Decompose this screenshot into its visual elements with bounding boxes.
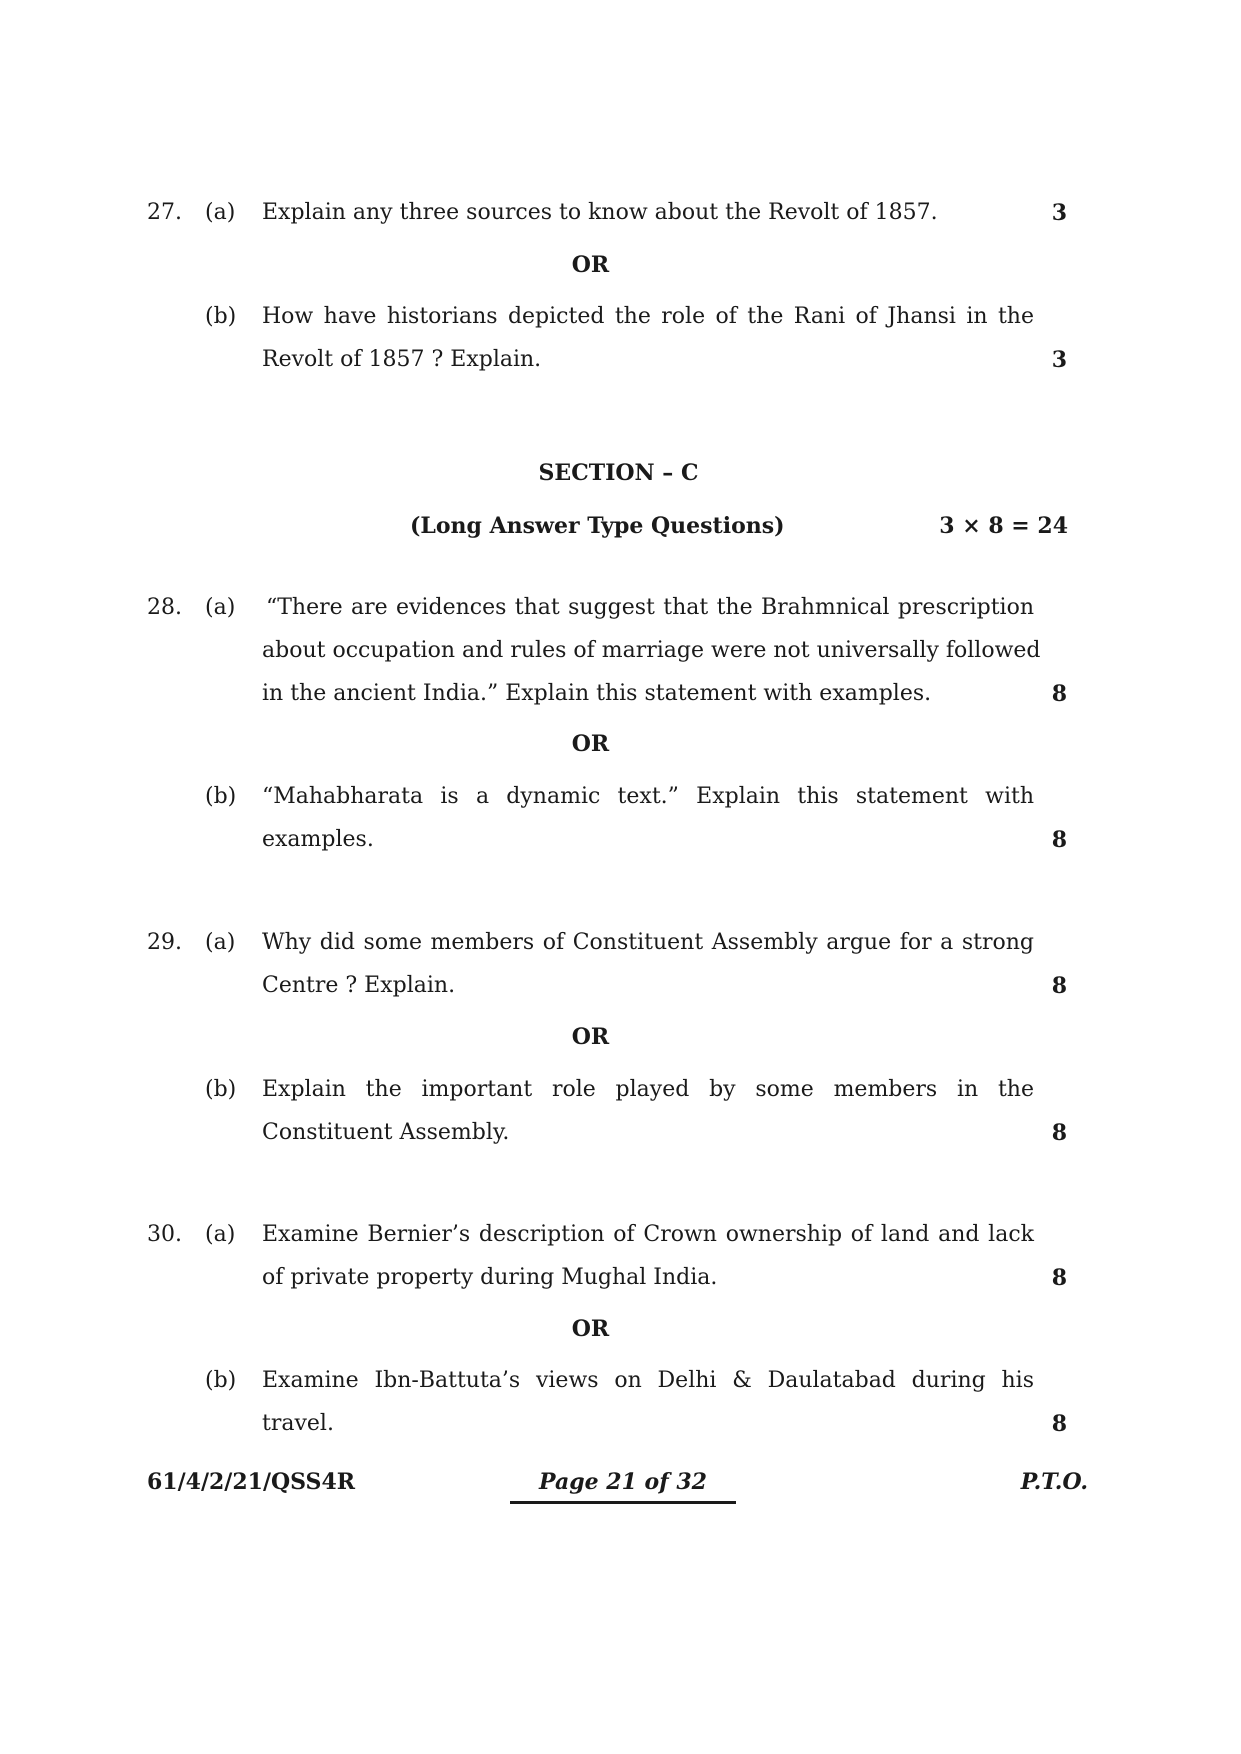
question-text-line: in the ancient India.” Explain this statement with examples. [262,681,932,706]
paper-code: 61/4/2/21/QSS4R [147,1469,356,1495]
marks: 3 [1051,200,1067,226]
question-text-line: “There are evidences that suggest that the Brahmnical prescription [266,595,1034,620]
question-text-line: How have historians depicted the role of the Rani of Jhansi in the [262,304,1034,329]
or-separator: OR [571,731,610,757]
question-text-line: Why did some members of Constituent Assembly argue for a strong [262,930,1034,955]
question-part-label: (a) [205,595,236,620]
question-number: 27. [147,200,182,225]
question-text-line: examples. [262,827,374,852]
marks: 8 [1051,1411,1067,1437]
question-text-line: Centre ? Explain. [262,973,456,998]
question-number: 30. [147,1222,182,1247]
marks: 8 [1051,1120,1067,1146]
or-separator: OR [571,1024,610,1050]
question-part-label: (a) [205,1222,236,1247]
pto-label: P.T.O. [1020,1469,1088,1495]
marks: 3 [1051,347,1067,373]
section-title: SECTION – C [538,460,699,486]
or-separator: OR [571,252,610,278]
question-part-label: (b) [205,1368,237,1393]
section-subtitle: (Long Answer Type Questions) [410,513,785,539]
question-text-line: Explain the important role played by some members in the [262,1077,1034,1102]
question-part-label: (a) [205,200,236,225]
question-text-line: about occupation and rules of marriage were not universally followed [262,638,1041,663]
question-text-line: Revolt of 1857 ? Explain. [262,347,542,372]
question-text-line: travel. [262,1411,334,1436]
question-number: 29. [147,930,182,955]
question-part-label: (b) [205,304,237,329]
question-text-line: “Mahabharata is a dynamic text.” Explain this statement with [262,784,1034,809]
question-part-label: (b) [205,1077,237,1102]
question-number: 28. [147,595,182,620]
marks: 8 [1051,1265,1067,1291]
marks: 8 [1051,827,1067,853]
question-part-label: (b) [205,784,237,809]
question-text-line: Examine Bernier’s description of Crown ownership of land and lack [262,1222,1034,1247]
or-separator: OR [571,1316,610,1342]
question-text-line: Explain any three sources to know about the Revolt of 1857. [262,200,938,225]
question-text-line: of private property during Mughal India. [262,1265,718,1290]
question-part-label: (a) [205,930,236,955]
section-marks: 3 × 8 = 24 [939,513,1068,539]
marks: 8 [1051,681,1067,707]
question-text-line: Constituent Assembly. [262,1120,510,1145]
question-text-line: Examine Ibn-Battuta’s views on Delhi & Daulatabad during his [262,1368,1034,1393]
page-number: Page 21 of 32 [510,1469,736,1504]
marks: 8 [1051,973,1067,999]
